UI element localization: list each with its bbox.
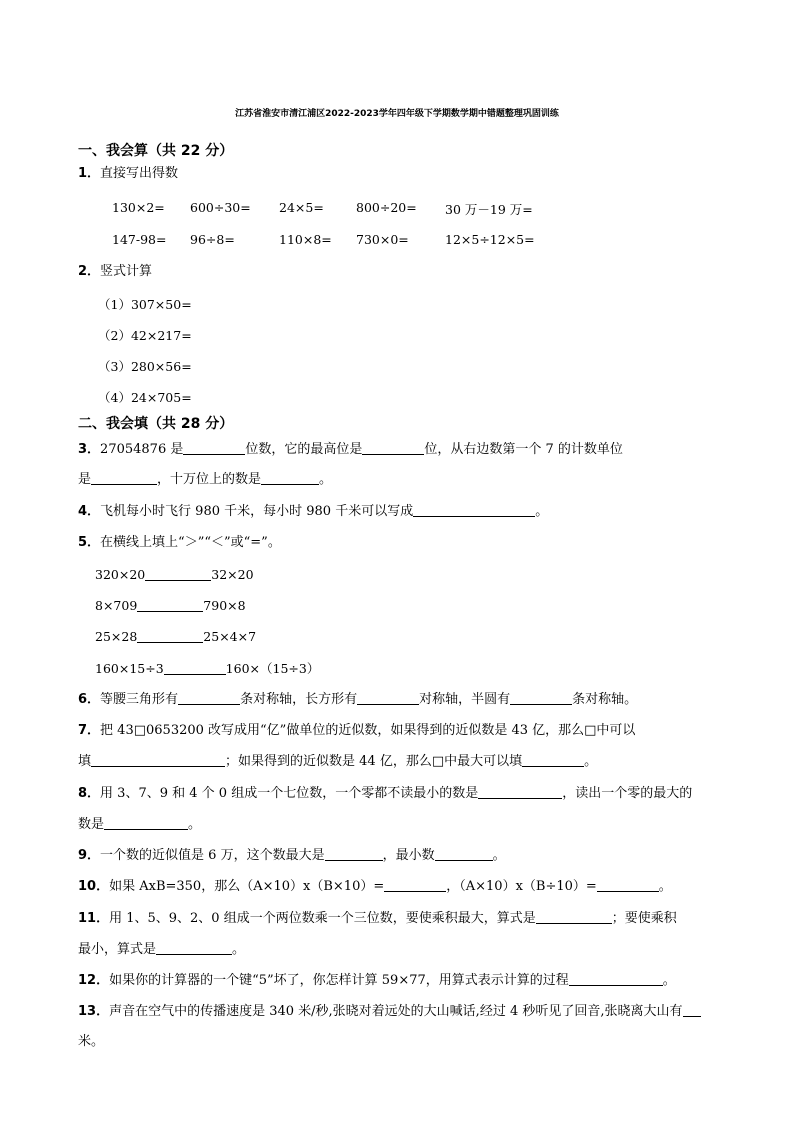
answer-blank[interactable] xyxy=(145,566,211,581)
calc-item: 96÷8= xyxy=(190,232,235,247)
section1-heading: 一、我会算（共 22 分） xyxy=(78,143,234,159)
question-number: 12． xyxy=(78,973,110,988)
question-13 xyxy=(78,1002,701,1021)
question-text: 。 xyxy=(232,942,246,957)
answer-blank[interactable] xyxy=(104,815,188,830)
question-text: 。 xyxy=(662,973,676,988)
calc-item: 110×8= xyxy=(279,232,332,247)
question-3 xyxy=(78,440,623,459)
question-text: 直接写出得数 xyxy=(100,166,179,181)
answer-blank[interactable] xyxy=(384,877,446,892)
answer-blank[interactable] xyxy=(91,752,225,767)
answer-blank[interactable] xyxy=(362,440,424,455)
question-text: 位数，它的最高位是 xyxy=(245,442,363,457)
calc-item: 130×2= xyxy=(112,200,165,215)
question-text: ，（A×10）x（B÷10）= xyxy=(446,879,597,894)
answer-blank[interactable] xyxy=(357,690,419,705)
calc-item: 800÷20= xyxy=(356,200,417,215)
compare-item xyxy=(95,628,256,644)
compare-item xyxy=(95,566,254,582)
compare-left: 320×20 xyxy=(95,567,146,582)
question-text: 如果 AxB=350，那么（A×10）x（B×10）= xyxy=(109,879,385,894)
question-number: 3． xyxy=(78,442,101,457)
answer-blank[interactable] xyxy=(325,846,383,861)
question-10 xyxy=(78,877,672,896)
question-text: 对称轴，半圆有 xyxy=(419,692,511,707)
question-text: 。 xyxy=(319,472,333,487)
question-text: 一个数的近似值是 6 万，这个数最大是 xyxy=(100,848,325,863)
question-text: 在横线上填上“＞”“＜”或“=”。 xyxy=(100,535,281,550)
question-text: 。 xyxy=(492,848,506,863)
question-number: 4． xyxy=(78,504,101,519)
question-3-cont xyxy=(78,470,332,489)
question-number: 1． xyxy=(78,166,101,181)
section2-heading: 二、我会填（共 28 分） xyxy=(78,416,234,432)
question-7 xyxy=(78,722,635,740)
calc-item: 24×5= xyxy=(279,200,324,215)
question-text: ，十万位上的数是 xyxy=(157,472,262,487)
question-4 xyxy=(78,502,548,521)
question-number: 5． xyxy=(78,535,101,550)
question-13-cont xyxy=(78,1033,104,1051)
answer-blank[interactable] xyxy=(478,784,562,799)
compare-right: 32×20 xyxy=(211,567,254,582)
question-text: 等腰三角形有 xyxy=(100,692,179,707)
compare-item xyxy=(95,659,319,677)
answer-blank[interactable] xyxy=(569,971,663,986)
vertical-calc-item: （2）42×217= xyxy=(98,328,192,343)
question-5 xyxy=(78,534,281,552)
answer-blank[interactable] xyxy=(510,690,572,705)
vertical-calc-item: （4）24×705= xyxy=(98,390,192,405)
answer-blank[interactable] xyxy=(137,628,203,643)
question-11 xyxy=(78,909,677,928)
question-text: 如果你的计算器的一个键“5”坏了，你怎样计算 59×77，用算式表示计算的过程 xyxy=(109,973,569,988)
answer-blank[interactable] xyxy=(597,877,659,892)
question-text: 竖式计算 xyxy=(100,264,153,279)
answer-blank[interactable] xyxy=(156,940,232,955)
vertical-calc-item: （1）307×50= xyxy=(98,297,192,312)
answer-blank[interactable] xyxy=(137,597,203,612)
question-6 xyxy=(78,690,637,709)
answer-blank[interactable] xyxy=(261,470,319,485)
compare-left: 25×28 xyxy=(95,629,138,644)
calc-item: 12×5÷12×5= xyxy=(445,232,535,247)
calc-item: 730×0= xyxy=(356,232,409,247)
question-text: 把 43□0653200 改写成用“亿”做单位的近似数，如果得到的近似数是 43 亿，那么□中可以 xyxy=(100,723,636,738)
question-text: 条对称轴，长方形有 xyxy=(240,692,358,707)
question-8 xyxy=(78,784,692,803)
question-text: 用 1、5、9、2、0 组成一个两位数乘一个三位数，要使乘积最大，算式是 xyxy=(109,911,536,926)
question-2 xyxy=(78,263,152,281)
question-text: 飞机每小时飞行 980 千米，每小时 980 千米可以写成 xyxy=(100,504,414,519)
calc-item: 600÷30= xyxy=(190,200,251,215)
question-text: 27054876 是 xyxy=(100,442,184,457)
question-number: 7． xyxy=(78,723,101,738)
question-text: 数是 xyxy=(78,817,105,832)
question-text: 最小，算式是 xyxy=(78,942,157,957)
question-text: 。 xyxy=(658,879,672,894)
answer-blank[interactable] xyxy=(536,909,612,924)
question-number: 9． xyxy=(78,848,101,863)
question-1 xyxy=(78,165,178,183)
question-9 xyxy=(78,846,506,865)
question-text: 填 xyxy=(78,754,92,769)
question-text: 用 3、7、9 和 4 个 0 组成一个七位数，一个零都不读最小的数是 xyxy=(100,786,479,801)
question-text: 位，从右边数第一个 7 的计数单位 xyxy=(424,442,623,457)
calc-item: 147-98= xyxy=(112,232,167,247)
question-8-cont xyxy=(78,815,201,834)
compare-item xyxy=(95,597,246,613)
question-number: 11． xyxy=(78,911,110,926)
question-text: ；要使乘积 xyxy=(611,911,677,926)
calc-item: 30 万－19 万= xyxy=(445,202,533,217)
question-12 xyxy=(78,971,676,990)
question-text: 。 xyxy=(188,817,202,832)
answer-blank[interactable] xyxy=(683,1002,701,1017)
answer-blank[interactable] xyxy=(413,502,535,517)
question-7-cont xyxy=(78,752,597,771)
question-text: 声音在空气中的传播速度是 340 米/秒,张晓对着远处的大山喊话,经过 4 秒听见了回音,张晓离大山有 xyxy=(109,1004,683,1019)
vertical-calc-item: （3）280×56= xyxy=(98,359,192,374)
answer-blank[interactable] xyxy=(183,440,245,455)
answer-blank[interactable] xyxy=(435,846,493,861)
compare-right: 160×（15÷3） xyxy=(225,661,320,676)
question-text: 。 xyxy=(535,504,549,519)
question-text: 条对称轴。 xyxy=(572,692,638,707)
question-number: 2． xyxy=(78,264,101,279)
question-number: 6． xyxy=(78,692,101,707)
question-text: ；如果得到的近似数是 44 亿，那么□中最大可以填 xyxy=(225,754,523,769)
question-text: 。 xyxy=(584,754,598,769)
question-number: 8． xyxy=(78,786,101,801)
question-text: ，最小数 xyxy=(382,848,435,863)
compare-right: 25×4×7 xyxy=(203,629,257,644)
question-11-cont xyxy=(78,940,245,959)
answer-blank[interactable] xyxy=(522,752,584,767)
question-text: 是 xyxy=(78,472,92,487)
answer-blank[interactable] xyxy=(164,660,226,675)
question-text: ，读出一个零的最大的 xyxy=(562,786,693,801)
compare-left: 160×15÷3 xyxy=(95,661,164,676)
question-text: 米。 xyxy=(78,1034,105,1049)
answer-blank[interactable] xyxy=(178,690,240,705)
page-title: 江苏省淮安市清江浦区2022-2023学年四年级下学期数学期中错题整理巩固训练 xyxy=(235,109,559,119)
question-number: 10． xyxy=(78,879,110,894)
question-number: 13． xyxy=(78,1004,110,1019)
answer-blank[interactable] xyxy=(91,470,157,485)
compare-right: 790×8 xyxy=(203,598,246,613)
compare-left: 8×709 xyxy=(95,598,138,613)
